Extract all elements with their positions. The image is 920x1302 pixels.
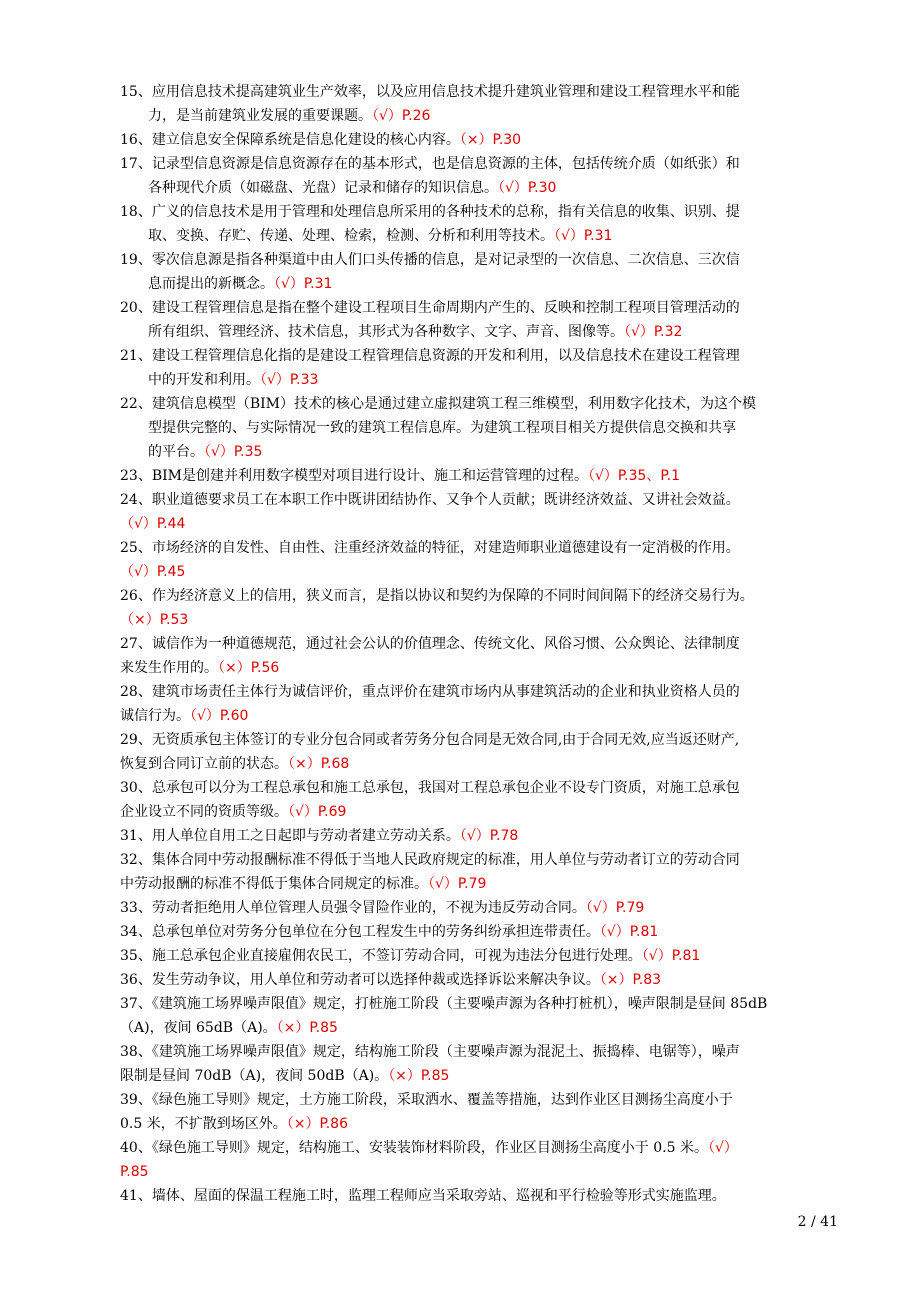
question-line [120,1016,844,1040]
question-item [120,728,844,776]
answer-mark: （×）P.83 [599,972,662,988]
question-item [120,488,844,536]
question-text: 中的开发和利用。 [120,372,260,388]
question-line [120,344,844,368]
question-line [120,320,844,344]
question-line [120,728,844,752]
question-line [120,632,844,656]
question-line [120,1136,844,1160]
answer-mark: （√）P.33 [260,372,319,388]
question-text: 27、诚信作为一种道德规范，通过社会公认的价值理念、传统文化、风俗习惯、公众舆论、法律制度 [120,636,740,652]
question-line [120,1184,844,1208]
question-text: 36、发生劳动争议，用人单位和劳动者可以选择仲裁或选择诉讼来解决争议。 [120,972,600,988]
answer-mark: （√）P.32 [624,324,683,340]
question-text: 限制是昼间 70dB（A)，夜间 50dB（A)。 [120,1068,389,1084]
question-item [120,128,844,152]
question-line [120,224,844,248]
question-item [120,392,844,464]
question-line [120,176,844,200]
answer-mark: （√）P.30 [498,180,557,196]
question-line [120,920,844,944]
question-item [120,584,844,632]
question-line [120,104,844,128]
question-text: 来发生作用的。 [120,660,218,676]
question-text: 33、劳动者拒绝用人单位管理人员强令冒险作业的，不视为违反劳动合同。 [120,900,586,916]
question-item [120,776,844,824]
question-text: 41、墙体、屋面的保温工程施工时，监理工程师应当采取旁站、巡视和平行检验等形式实施监理。 [120,1188,726,1204]
answer-mark: （√）P.31 [274,276,333,292]
question-item [120,944,844,968]
question-item [120,992,844,1040]
question-line [120,1088,844,1112]
answer-mark: （√）P.79 [585,900,645,916]
answer-mark: （√）P.26 [372,108,431,124]
question-line [120,272,844,296]
question-item [120,464,844,488]
answer-mark: （×）P.53 [120,612,189,628]
question-text: 20、建设工程管理信息是指在整个建设工程项目生命周期内产生的、反映和控制工程项目管理活动的 [120,300,740,316]
answer-mark: （√）P.69 [288,804,347,820]
question-text: 23、BIM是创建并利用数字模型对项目进行设计、施工和运营管理的过程。 [120,468,588,484]
answer-mark: （×）P.56 [218,660,280,676]
question-line [120,296,844,320]
question-text: 31、用人单位自用工之日起即与劳动者建立劳动关系。 [120,828,460,844]
question-line [120,560,844,584]
question-line [120,440,844,464]
answer-mark: （√）P.79 [428,876,487,892]
question-line [120,1040,844,1064]
question-text: 息而提出的新概念。 [120,276,274,292]
answer-mark: （×）P.68 [288,756,350,772]
question-item [120,632,844,680]
page-number: 2 / 41 [797,1214,838,1230]
question-text: 21、建设工程管理信息化指的是建设工程管理信息资源的开发和利用，以及信息技术在建设工程管理 [120,348,740,364]
answer-mark: （√）P.78 [459,828,519,844]
question-text: 恢复到合同订立前的状态。 [120,756,288,772]
question-item [120,152,844,200]
question-item [120,200,844,248]
question-text: 企业设立不同的资质等级。 [120,804,288,820]
answer-mark: （√）P.35、P.1 [587,468,681,484]
question-text: 16、建立信息安全保障系统是信息化建设的核心内容。 [120,132,460,148]
question-text: 15、应用信息技术提高建筑业生产效率，以及应用信息技术提升建筑业管理和建设工程管理水平和能 [120,84,740,100]
question-item [120,848,844,896]
question-item [120,536,844,584]
question-text: 34、总承包单位对劳务分包单位在分包工程发生中的劳务纠纷承担连带责任。 [120,924,600,940]
answer-mark: （×）P.30 [459,132,522,148]
question-text: 各种现代介质（如磁盘、光盘）记录和储存的知识信息。 [120,180,498,196]
question-text: 所有组织、管理经济、技术信息，其形式为各种数字、文字、声音、图像等。 [120,324,624,340]
question-item [120,1136,844,1184]
question-line [120,152,844,176]
question-text: 诚信行为。 [120,708,190,724]
question-text: 35、施工总承包企业直接雇佣农民工，不签订劳动合同，可视为违法分包进行处理。 [120,948,642,964]
question-line [120,944,844,968]
question-text: （A)，夜间 65dB（A)。 [120,1020,277,1036]
question-line [120,248,844,272]
question-line [120,584,844,608]
question-item [120,1184,844,1208]
question-line [120,200,844,224]
question-text: 取、变换、存贮、传递、处理、检索，检测、分析和利用等技术。 [120,228,554,244]
question-text: 40、《绿色施工导则》规定，结构施工、安装装饰材料阶段，作业区目测扬尘高度小于 0.5 米。 [120,1140,708,1156]
question-line [120,392,844,416]
question-line [120,992,844,1016]
question-item [120,896,844,920]
answer-mark: （√）P.45 [120,564,186,580]
question-text: 中劳动报酬的标准不得低于集体合同规定的标准。 [120,876,428,892]
answer-mark: （√）P.81 [599,924,659,940]
question-text: 37、《建筑施工场界噪声限值》规定，打桩施工阶段（主要噪声源为各种打桩机），噪声限制是昼间 85dB [120,996,768,1012]
question-item [120,920,844,944]
question-item [120,80,844,128]
question-text: 24、职业道德要求员工在本职工作中既讲团结协作、又争个人贡献；既讲经济效益、又讲社会效益。 [120,492,740,508]
question-text: 22、建筑信息模型（BIM）技术的核心是通过建立虚拟建筑工程三维模型，利用数字化技术，为这个模 [120,396,756,412]
question-text: 30、总承包可以分为工程总承包和施工总承包，我国对工程总承包企业不设专门资质，对施工总承包 [120,780,740,796]
question-item [120,1088,844,1136]
question-item [120,1040,844,1088]
question-line [120,536,844,560]
answer-mark: （×）P.85 [276,1020,338,1036]
question-text: 29、无资质承包主体签订的专业分包合同或者劳务分包合同是无效合同,由于合同无效,应当返还财产, [120,732,740,748]
question-text: 17、记录型信息资源是信息资源存在的基本形式，也是信息资源的主体，包括传统介质（如纸张）和 [120,156,740,172]
question-line [120,752,844,776]
answer-mark: （×）P.85 [388,1068,450,1084]
question-item [120,824,844,848]
question-line [120,416,844,440]
question-text: 力，是当前建筑业发展的重要课题。 [120,108,372,124]
question-line [120,368,844,392]
question-item [120,680,844,728]
question-line [120,680,844,704]
question-text: 38、《建筑施工场界噪声限值》规定，结构施工阶段（主要噪声源为混泥土、振捣棒、电锯等），噪声 [120,1044,740,1060]
question-line [120,848,844,872]
question-line [120,608,844,632]
question-text: 26、作为经济意义上的信用，狭义而言，是指以协议和契约为保障的不同时间间隔下的经济交易行为。 [120,588,754,604]
question-item [120,344,844,392]
question-line [120,1160,844,1184]
question-line [120,80,844,104]
question-line [120,128,844,152]
question-text: 32、集体合同中劳动报酬标准不得低于当地人民政府规定的标准，用人单位与劳动者订立的劳动合同 [120,852,740,868]
answer-mark: P.85 [120,1164,149,1180]
question-line [120,800,844,824]
question-item [120,248,844,296]
question-item [120,296,844,344]
question-line [120,1064,844,1088]
question-text: 19、零次信息源是指各种渠道中由人们口头传播的信息，是对记录型的一次信息、二次信息、三次信 [120,252,740,268]
question-line [120,704,844,728]
answer-mark: （√）P.31 [554,228,613,244]
question-line [120,464,844,488]
answer-mark: （√）P.44 [120,516,186,532]
question-line [120,824,844,848]
answer-mark: （√）P.81 [641,948,701,964]
question-line [120,896,844,920]
answer-mark: （×）P.86 [286,1116,348,1132]
question-item [120,968,844,992]
question-list [120,80,844,1208]
question-text: 0.5 米，不扩散到场区外。 [120,1116,287,1132]
question-text: 39、《绿色施工导则》规定，土方施工阶段，采取洒水、覆盖等措施，达到作业区目测扬尘高度小于 [120,1092,733,1108]
answer-mark: （√）P.35 [204,444,263,460]
answer-mark: （√） [707,1140,738,1156]
answer-mark: （√）P.60 [190,708,249,724]
question-line [120,1112,844,1136]
question-line [120,512,844,536]
question-text: 25、市场经济的自发性、自由性、注重经济效益的特征，对建造师职业道德建设有一定消极的作用。 [120,540,740,556]
question-text: 的平台。 [120,444,204,460]
question-text: 18、广义的信息技术是用于管理和处理信息所采用的各种技术的总称，指有关信息的收集、识别、提 [120,204,740,220]
question-text: 28、建筑市场责任主体行为诚信评价，重点评价在建筑市场内从事建筑活动的企业和执业资格人员的 [120,684,740,700]
question-text: 型提供完整的、与实际情况一致的建筑工程信息库。为建筑工程项目相关方提供信息交换和共享 [120,420,736,436]
question-line [120,872,844,896]
question-line [120,656,844,680]
question-line [120,776,844,800]
question-line [120,488,844,512]
question-line [120,968,844,992]
